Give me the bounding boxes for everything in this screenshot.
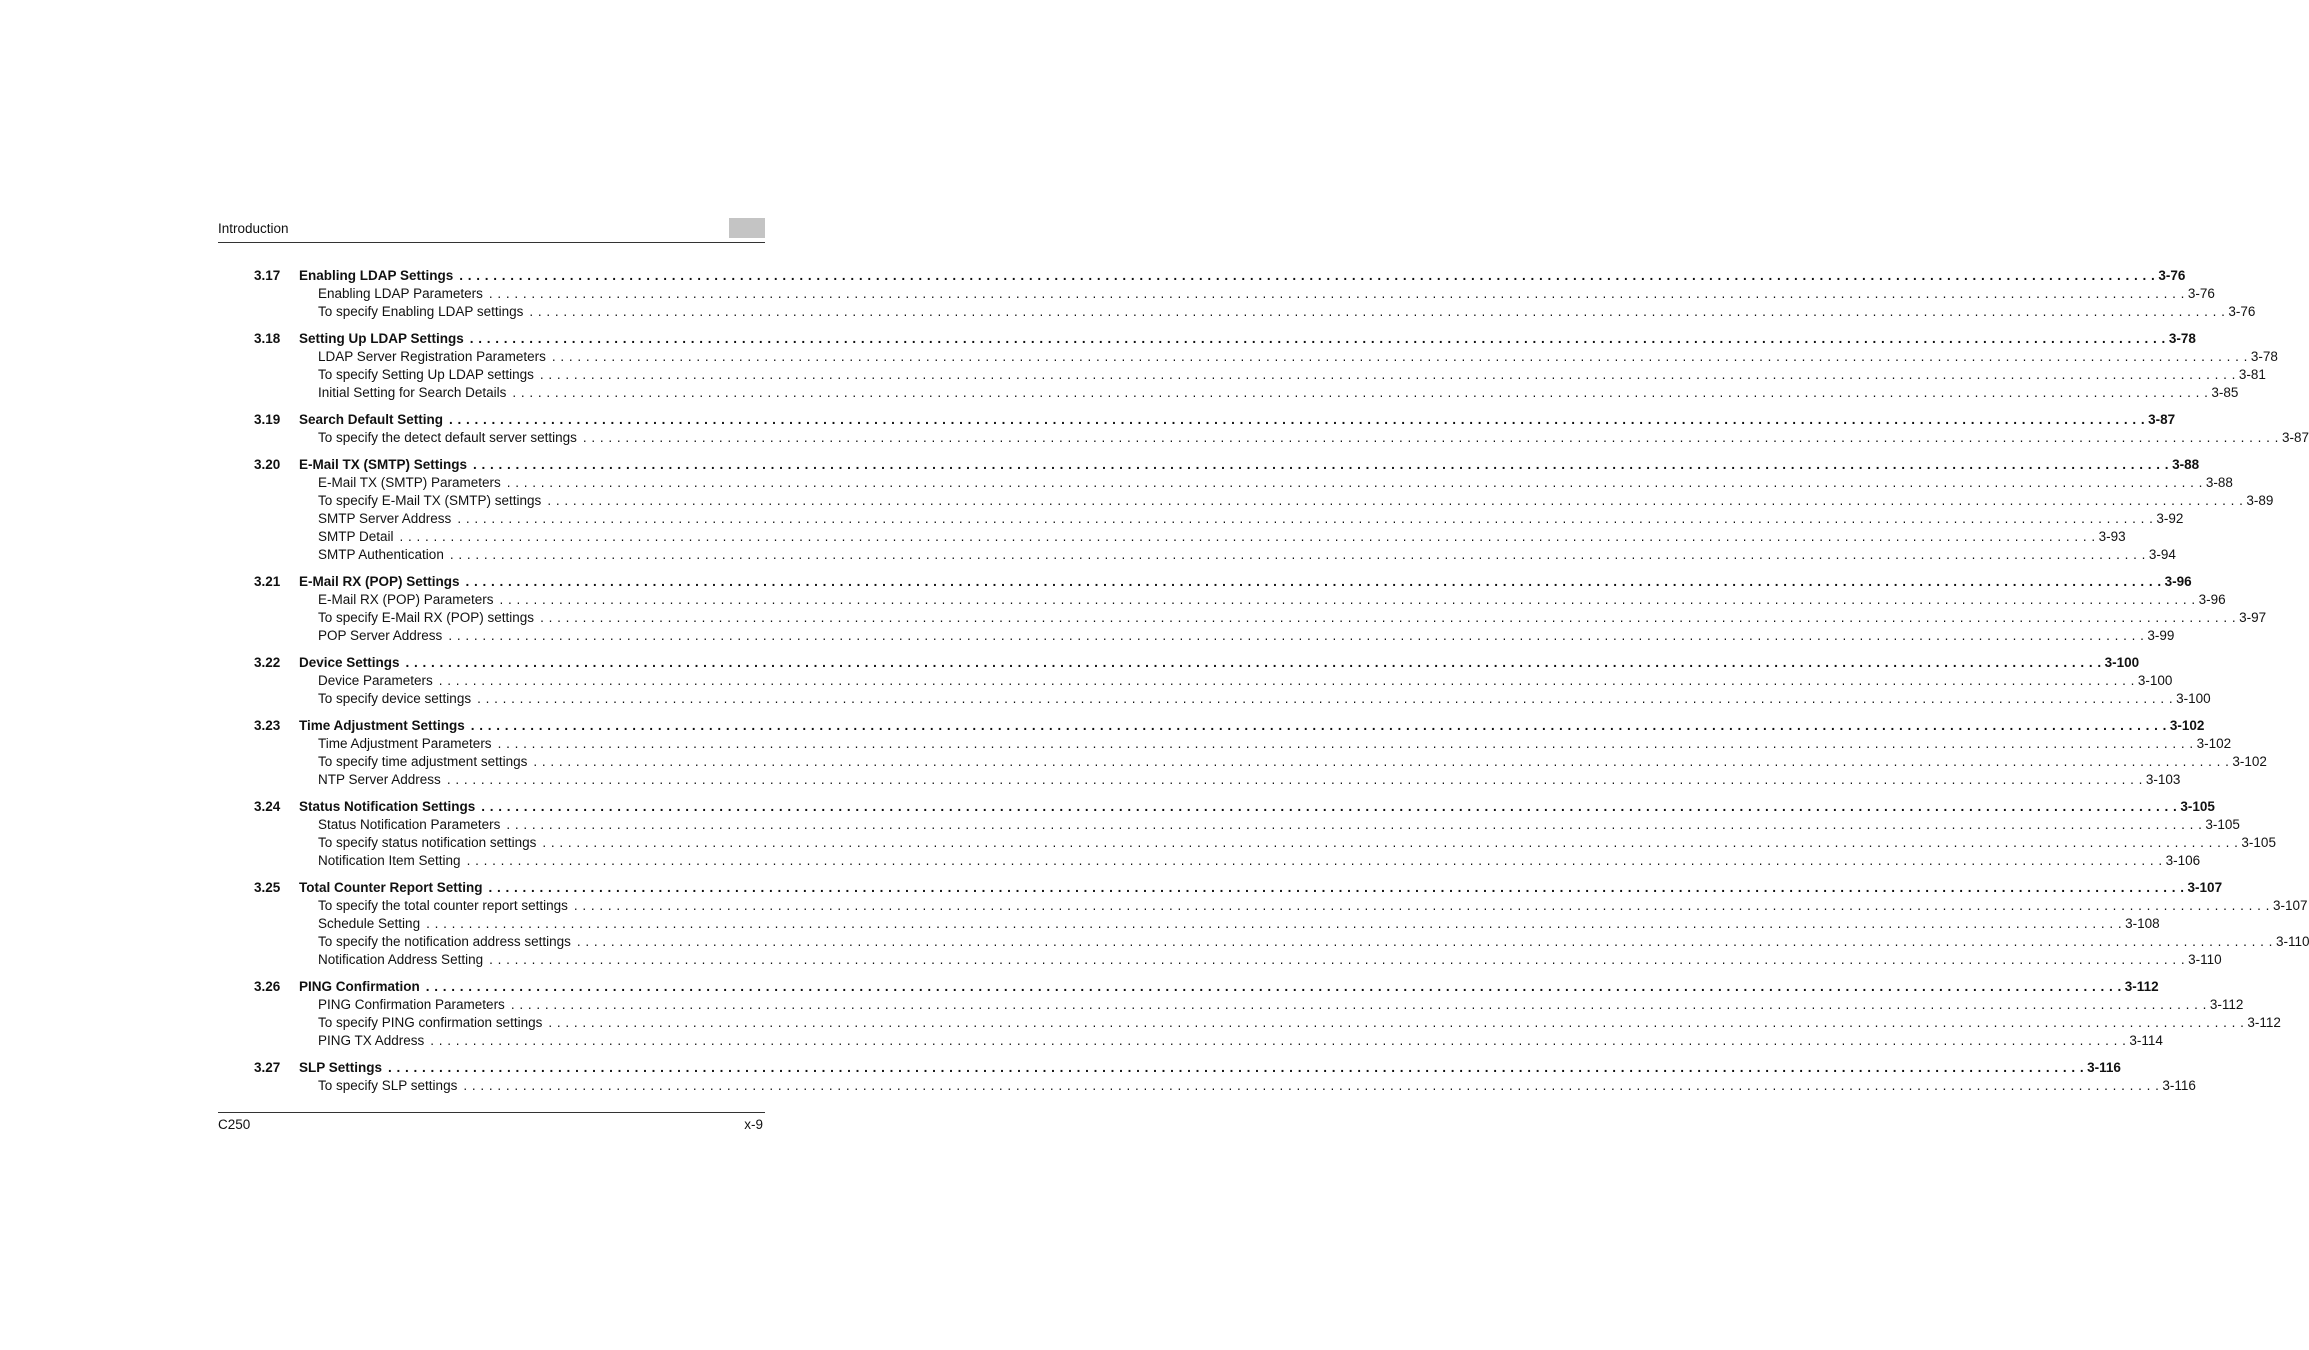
- section-page: 3-87: [2148, 412, 2176, 427]
- dot-leader: . . . . . . . . . . . . . . . . . . . . . . . . . . . . . . . . . . . . . . . . . . . . . . . . . . . . . . . . . . . . . . . . . . . . . . . . . . . . . . . . . . . . . . . . . . . . . . . . . . . . . . . . . . . . . . . . . . . . . . . . . . . . . . . . . . . . . . . . . . . . . . . . . . . . . . . . . . . . . . . . . . . . . . . . . . . . . . . . . . . . . . . . . . . . . . . . . . . . . . . .: [459, 268, 2156, 283]
- subentry-title: E-Mail RX (POP) Parameters: [318, 592, 494, 607]
- subentry-page: 3-110: [2275, 934, 2309, 949]
- section-title: Device Settings: [299, 655, 400, 670]
- dot-leader: . . . . . . . . . . . . . . . . . . . . . . . . . . . . . . . . . . . . . . . . . . . . . . . . . . . . . . . . . . . . . . . . . . . . . . . . . . . . . . . . . . . . . . . . . . . . . . . . . . . . . . . . . . . . . . . . . . . . . . . . . . . . . . . . . . . . . . . . . . . . . . . . . . . . . . . . . . . . . . . . . . . . . . . . . . . . . . . . . . . . . . . . . . . . . . . . . . . . . . . .: [425, 979, 2122, 994]
- dot-leader: . . . . . . . . . . . . . . . . . . . . . . . . . . . . . . . . . . . . . . . . . . . . . . . . . . . . . . . . . . . . . . . . . . . . . . . . . . . . . . . . . . . . . . . . . . . . . . . . . . . . . . . . . . . . . . . . . . . . . . . . . . . . . . . . . . . . . . . . . . . . . . . . . . . . . . . . . . . . . . . . . . . . . . . . . . . . . . . . . . . . . . . . . . . . . . . . . . . . . . . .: [388, 1060, 2085, 1075]
- subentry-title: To specify time adjustment settings: [318, 754, 528, 769]
- toc-subentry[interactable]: [254, 951, 2222, 969]
- dot-leader: . . . . . . . . . . . . . . . . . . . . . . . . . . . . . . . . . . . . . . . . . . . . . . . . . . . . . . . . . . . . . . . . . . . . . . . . . . . . . . . . . . . . . . . . . . . . . . . . . . . . . . . . . . . . . . . . . . . . . . . . . . . . . . . . . . . . . . . . . . . . . . . . . . . . . . . . . . . . . . . . . . . . . . . . . . . . . . . . . . . . . . . . . . . . . . . . . . . . . . . .: [540, 610, 2237, 625]
- subentry-title: POP Server Address: [318, 628, 443, 643]
- dot-leader: . . . . . . . . . . . . . . . . . . . . . . . . . . . . . . . . . . . . . . . . . . . . . . . . . . . . . . . . . . . . . . . . . . . . . . . . . . . . . . . . . . . . . . . . . . . . . . . . . . . . . . . . . . . . . . . . . . . . . . . . . . . . . . . . . . . . . . . . . . . . . . . . . . . . . . . . . . . . . . . . . . . . . . . . . . . . . . . . . . . . . . . . . . . . . . . . . . . . . . . .: [457, 511, 2154, 526]
- section-page: 3-76: [2158, 268, 2186, 283]
- subentry-page: 3-116: [2162, 1078, 2196, 1093]
- subentry-title: To specify SLP settings: [318, 1078, 458, 1093]
- dot-leader: . . . . . . . . . . . . . . . . . . . . . . . . . . . . . . . . . . . . . . . . . . . . . . . . . . . . . . . . . . . . . . . . . . . . . . . . . . . . . . . . . . . . . . . . . . . . . . . . . . . . . . . . . . . . . . . . . . . . . . . . . . . . . . . . . . . . . . . . . . . . . . . . . . . . . . . . . . . . . . . . . . . . . . . . . . . . . . . . . . . . . . . . . . . . . . . . . . . . . . . .: [477, 691, 2174, 706]
- section-number: 3.22: [254, 655, 281, 670]
- toc-subentry[interactable]: [254, 591, 2226, 609]
- toc-subentry[interactable]: [254, 933, 2309, 951]
- dot-leader: . . . . . . . . . . . . . . . . . . . . . . . . . . . . . . . . . . . . . . . . . . . . . . . . . . . . . . . . . . . . . . . . . . . . . . . . . . . . . . . . . . . . . . . . . . . . . . . . . . . . . . . . . . . . . . . . . . . . . . . . . . . . . . . . . . . . . . . . . . . . . . . . . . . . . . . . . . . . . . . . . . . . . . . . . . . . . . . . . . . . . . . . . . . . . . . . . . . . . . . .: [548, 1015, 2245, 1030]
- toc-subentry[interactable]: [254, 897, 2308, 915]
- subentry-page: 3-112: [2209, 997, 2244, 1012]
- section-title: PING Confirmation: [299, 979, 420, 994]
- toc-subentry[interactable]: [254, 735, 2232, 753]
- page-header: [218, 218, 765, 243]
- toc-subentry[interactable]: [254, 771, 2181, 789]
- subentry-title: To specify E-Mail RX (POP) settings: [318, 610, 535, 625]
- toc-section-entry[interactable]: [254, 266, 2186, 285]
- toc-section-entry[interactable]: [254, 653, 2140, 672]
- dot-leader: . . . . . . . . . . . . . . . . . . . . . . . . . . . . . . . . . . . . . . . . . . . . . . . . . . . . . . . . . . . . . . . . . . . . . . . . . . . . . . . . . . . . . . . . . . . . . . . . . . . . . . . . . . . . . . . . . . . . . . . . . . . . . . . . . . . . . . . . . . . . . . . . . . . . . . . . . . . . . . . . . . . . . . . . . . . . . . . . . . . . . . . . . . . . . . . . . . . . . . . .: [576, 934, 2273, 949]
- section-page: 3-88: [2172, 457, 2200, 472]
- subentry-page: 3-105: [2205, 817, 2240, 832]
- section-number: 3.21: [254, 574, 281, 589]
- section-title: E-Mail TX (SMTP) Settings: [299, 457, 468, 472]
- section-number: 3.19: [254, 412, 281, 427]
- toc-subentry[interactable]: [254, 627, 2175, 645]
- subentry-title: Time Adjustment Parameters: [318, 736, 492, 751]
- subentry-title: SMTP Authentication: [318, 547, 444, 562]
- toc-subentry[interactable]: [254, 528, 2126, 546]
- dot-leader: . . . . . . . . . . . . . . . . . . . . . . . . . . . . . . . . . . . . . . . . . . . . . . . . . . . . . . . . . . . . . . . . . . . . . . . . . . . . . . . . . . . . . . . . . . . . . . . . . . . . . . . . . . . . . . . . . . . . . . . . . . . . . . . . . . . . . . . . . . . . . . . . . . . . . . . . . . . . . . . . . . . . . . . . . . . . . . . . . . . . . . . . . . . . . . . . . . . . . . . .: [488, 880, 2185, 895]
- toc-subentry[interactable]: [254, 429, 2309, 447]
- subentry-page: 3-93: [2098, 529, 2126, 544]
- toc-section-entry[interactable]: [254, 455, 2200, 474]
- dot-leader: . . . . . . . . . . . . . . . . . . . . . . . . . . . . . . . . . . . . . . . . . . . . . . . . . . . . . . . . . . . . . . . . . . . . . . . . . . . . . . . . . . . . . . . . . . . . . . . . . . . . . . . . . . . . . . . . . . . . . . . . . . . . . . . . . . . . . . . . . . . . . . . . . . . . . . . . . . . . . . . . . . . . . . . . . . . . . . . . . . . . . . . . . . . . . . . . . . . . . . . .: [405, 655, 2102, 670]
- dot-leader: . . . . . . . . . . . . . . . . . . . . . . . . . . . . . . . . . . . . . . . . . . . . . . . . . . . . . . . . . . . . . . . . . . . . . . . . . . . . . . . . . . . . . . . . . . . . . . . . . . . . . . . . . . . . . . . . . . . . . . . . . . . . . . . . . . . . . . . . . . . . . . . . . . . . . . . . . . . . . . . . . . . . . . . . . . . . . . . . . . . . . . . . . . . . . . . . . . . . . . . .: [481, 799, 2178, 814]
- subentry-title: Enabling LDAP Parameters: [318, 286, 483, 301]
- subentry-title: To specify status notification settings: [318, 835, 537, 850]
- footer-model: C250: [218, 1117, 251, 1132]
- subentry-page: 3-81: [2238, 367, 2266, 382]
- subentry-page: 3-88: [2205, 475, 2233, 490]
- dot-leader: . . . . . . . . . . . . . . . . . . . . . . . . . . . . . . . . . . . . . . . . . . . . . . . . . . . . . . . . . . . . . . . . . . . . . . . . . . . . . . . . . . . . . . . . . . . . . . . . . . . . . . . . . . . . . . . . . . . . . . . . . . . . . . . . . . . . . . . . . . . . . . . . . . . . . . . . . . . . . . . . . . . . . . . . . . . . . . . . . . . . . . . . . . . . . . . . . . . . . . . .: [499, 592, 2196, 607]
- section-page: 3-100: [2104, 655, 2140, 670]
- section-number: 3.23: [254, 718, 281, 733]
- section-page: 3-105: [2180, 799, 2215, 814]
- toc-section: [254, 716, 2267, 789]
- header-tab-marker: [729, 218, 765, 238]
- dot-leader: . . . . . . . . . . . . . . . . . . . . . . . . . . . . . . . . . . . . . . . . . . . . . . . . . . . . . . . . . . . . . . . . . . . . . . . . . . . . . . . . . . . . . . . . . . . . . . . . . . . . . . . . . . . . . . . . . . . . . . . . . . . . . . . . . . . . . . . . . . . . . . . . . . . . . . . . . . . . . . . . . . . . . . . . . . . . . . . . . . . . . . . . . . . . . . . . . . . . . . . .: [463, 1078, 2160, 1093]
- footer-page-number: x-9: [744, 1117, 763, 1132]
- dot-leader: . . . . . . . . . . . . . . . . . . . . . . . . . . . . . . . . . . . . . . . . . . . . . . . . . . . . . . . . . . . . . . . . . . . . . . . . . . . . . . . . . . . . . . . . . . . . . . . . . . . . . . . . . . . . . . . . . . . . . . . . . . . . . . . . . . . . . . . . . . . . . . . . . . . . . . . . . . . . . . . . . . . . . . . . . . . . . . . . . . . . . . . . . . . . . . . . . . . . . . . .: [539, 367, 2236, 382]
- toc-subentry[interactable]: [254, 753, 2267, 771]
- toc-subentry[interactable]: [254, 348, 2278, 366]
- section-page: 3-102: [2169, 718, 2205, 733]
- dot-leader: . . . . . . . . . . . . . . . . . . . . . . . . . . . . . . . . . . . . . . . . . . . . . . . . . . . . . . . . . . . . . . . . . . . . . . . . . . . . . . . . . . . . . . . . . . . . . . . . . . . . . . . . . . . . . . . . . . . . . . . . . . . . . . . . . . . . . . . . . . . . . . . . . . . . . . . . . . . . . . . . . . . . . . . . . . . . . . . . . . . . . . . . . . . . . . . . . . . . . . . .: [533, 754, 2230, 769]
- toc-section: [254, 653, 2211, 708]
- subentry-page: 3-78: [2250, 349, 2278, 364]
- section-page: 3-116: [2087, 1060, 2121, 1075]
- toc-section: [254, 572, 2267, 645]
- dot-leader: . . . . . . . . . . . . . . . . . . . . . . . . . . . . . . . . . . . . . . . . . . . . . . . . . . . . . . . . . . . . . . . . . . . . . . . . . . . . . . . . . . . . . . . . . . . . . . . . . . . . . . . . . . . . . . . . . . . . . . . . . . . . . . . . . . . . . . . . . . . . . . . . . . . . . . . . . . . . . . . . . . . . . . . . . . . . . . . . . . . . . . . . . . . . . . . . . . . . . . . .: [542, 835, 2239, 850]
- section-number: 3.17: [254, 268, 281, 283]
- subentry-page: 3-100: [2137, 673, 2173, 688]
- subentry-page: 3-100: [2176, 691, 2211, 706]
- toc-subentry[interactable]: [254, 384, 2239, 402]
- toc-subentry[interactable]: [254, 474, 2233, 492]
- section-title: Setting Up LDAP Settings: [299, 331, 464, 346]
- section-number: 3.25: [254, 880, 281, 895]
- dot-leader: . . . . . . . . . . . . . . . . . . . . . . . . . . . . . . . . . . . . . . . . . . . . . . . . . . . . . . . . . . . . . . . . . . . . . . . . . . . . . . . . . . . . . . . . . . . . . . . . . . . . . . . . . . . . . . . . . . . . . . . . . . . . . . . . . . . . . . . . . . . . . . . . . . . . . . . . . . . . . . . . . . . . . . . . . . . . . . . . . . . . . . . . . . . . . . . . . . . . . . . .: [449, 412, 2146, 427]
- subentry-title: To specify the total counter report settings: [318, 898, 568, 913]
- section-number: 3.26: [254, 979, 281, 994]
- dot-leader: . . . . . . . . . . . . . . . . . . . . . . . . . . . . . . . . . . . . . . . . . . . . . . . . . . . . . . . . . . . . . . . . . . . . . . . . . . . . . . . . . . . . . . . . . . . . . . . . . . . . . . . . . . . . . . . . . . . . . . . . . . . . . . . . . . . . . . . . . . . . . . . . . . . . . . . . . . . . . . . . . . . . . . . . . . . . . . . . . . . . . . . . . . . . . . . . . . . . . . . .: [510, 997, 2207, 1012]
- dot-leader: . . . . . . . . . . . . . . . . . . . . . . . . . . . . . . . . . . . . . . . . . . . . . . . . . . . . . . . . . . . . . . . . . . . . . . . . . . . . . . . . . . . . . . . . . . . . . . . . . . . . . . . . . . . . . . . . . . . . . . . . . . . . . . . . . . . . . . . . . . . . . . . . . . . . . . . . . . . . . . . . . . . . . . . . . . . . . . . . . . . . . . . . . . . . . . . . . . . . . . . .: [497, 736, 2194, 751]
- toc-subentry[interactable]: [254, 366, 2266, 384]
- toc-section: [254, 797, 2276, 870]
- toc-section-entry[interactable]: [254, 977, 2159, 996]
- dot-leader: . . . . . . . . . . . . . . . . . . . . . . . . . . . . . . . . . . . . . . . . . . . . . . . . . . . . . . . . . . . . . . . . . . . . . . . . . . . . . . . . . . . . . . . . . . . . . . . . . . . . . . . . . . . . . . . . . . . . . . . . . . . . . . . . . . . . . . . . . . . . . . . . . . . . . . . . . . . . . . . . . . . . . . . . . . . . . . . . . . . . . . . . . . . . . . . . . . . . . . . .: [551, 349, 2248, 364]
- subentry-page: 3-105: [2241, 835, 2276, 850]
- subentry-page: 3-76: [2228, 304, 2256, 319]
- subentry-title: LDAP Server Registration Parameters: [318, 349, 546, 364]
- section-title: Search Default Setting: [299, 412, 444, 427]
- subentry-page: 3-89: [2246, 493, 2274, 508]
- dot-leader: . . . . . . . . . . . . . . . . . . . . . . . . . . . . . . . . . . . . . . . . . . . . . . . . . . . . . . . . . . . . . . . . . . . . . . . . . . . . . . . . . . . . . . . . . . . . . . . . . . . . . . . . . . . . . . . . . . . . . . . . . . . . . . . . . . . . . . . . . . . . . . . . . . . . . . . . . . . . . . . . . . . . . . . . . . . . . . . . . . . . . . . . . . . . . . . . . . . . . . . .: [399, 529, 2096, 544]
- dot-leader: . . . . . . . . . . . . . . . . . . . . . . . . . . . . . . . . . . . . . . . . . . . . . . . . . . . . . . . . . . . . . . . . . . . . . . . . . . . . . . . . . . . . . . . . . . . . . . . . . . . . . . . . . . . . . . . . . . . . . . . . . . . . . . . . . . . . . . . . . . . . . . . . . . . . . . . . . . . . . . . . . . . . . . . . . . . . . . . . . . . . . . . . . . . . . . . . . . . . . . . .: [446, 772, 2143, 787]
- section-title: Status Notification Settings: [299, 799, 476, 814]
- section-title: Total Counter Report Setting: [299, 880, 483, 895]
- toc-subentry[interactable]: [254, 1014, 2281, 1032]
- toc-section-entry[interactable]: [254, 797, 2215, 816]
- dot-leader: . . . . . . . . . . . . . . . . . . . . . . . . . . . . . . . . . . . . . . . . . . . . . . . . . . . . . . . . . . . . . . . . . . . . . . . . . . . . . . . . . . . . . . . . . . . . . . . . . . . . . . . . . . . . . . . . . . . . . . . . . . . . . . . . . . . . . . . . . . . . . . . . . . . . . . . . . . . . . . . . . . . . . . . . . . . . . . . . . . . . . . . . . . . . . . . . . . . . . . . .: [506, 475, 2203, 490]
- toc-subentry[interactable]: [254, 1077, 2196, 1095]
- toc-section: [254, 977, 2281, 1050]
- dot-leader: . . . . . . . . . . . . . . . . . . . . . . . . . . . . . . . . . . . . . . . . . . . . . . . . . . . . . . . . . . . . . . . . . . . . . . . . . . . . . . . . . . . . . . . . . . . . . . . . . . . . . . . . . . . . . . . . . . . . . . . . . . . . . . . . . . . . . . . . . . . . . . . . . . . . . . . . . . . . . . . . . . . . . . . . . . . . . . . . . . . . . . . . . . . . . . . . . . . . . . . .: [448, 628, 2145, 643]
- subentry-page: 3-112: [2247, 1015, 2281, 1030]
- subentry-title: NTP Server Address: [318, 772, 441, 787]
- toc-subentry[interactable]: [254, 609, 2267, 627]
- dot-leader: . . . . . . . . . . . . . . . . . . . . . . . . . . . . . . . . . . . . . . . . . . . . . . . . . . . . . . . . . . . . . . . . . . . . . . . . . . . . . . . . . . . . . . . . . . . . . . . . . . . . . . . . . . . . . . . . . . . . . . . . . . . . . . . . . . . . . . . . . . . . . . . . . . . . . . . . . . . . . . . . . . . . . . . . . . . . . . . . . . . . . . . . . . . . . . . . . . . . . . . .: [449, 547, 2146, 562]
- header-title: Introduction: [218, 221, 289, 236]
- subentry-page: 3-114: [2129, 1033, 2163, 1048]
- dot-leader: . . . . . . . . . . . . . . . . . . . . . . . . . . . . . . . . . . . . . . . . . . . . . . . . . . . . . . . . . . . . . . . . . . . . . . . . . . . . . . . . . . . . . . . . . . . . . . . . . . . . . . . . . . . . . . . . . . . . . . . . . . . . . . . . . . . . . . . . . . . . . . . . . . . . . . . . . . . . . . . . . . . . . . . . . . . . . . . . . . . . . . . . . . . . . . . . . . . . . . . .: [469, 331, 2166, 346]
- subentry-title: Status Notification Parameters: [318, 817, 501, 832]
- section-number: 3.27: [254, 1060, 281, 1075]
- subentry-page: 3-99: [2147, 628, 2175, 643]
- dot-leader: . . . . . . . . . . . . . . . . . . . . . . . . . . . . . . . . . . . . . . . . . . . . . . . . . . . . . . . . . . . . . . . . . . . . . . . . . . . . . . . . . . . . . . . . . . . . . . . . . . . . . . . . . . . . . . . . . . . . . . . . . . . . . . . . . . . . . . . . . . . . . . . . . . . . . . . . . . . . . . . . . . . . . . . . . . . . . . . . . . . . . . . . . . . . . . . . . . . . . . . .: [529, 304, 2226, 319]
- dot-leader: . . . . . . . . . . . . . . . . . . . . . . . . . . . . . . . . . . . . . . . . . . . . . . . . . . . . . . . . . . . . . . . . . . . . . . . . . . . . . . . . . . . . . . . . . . . . . . . . . . . . . . . . . . . . . . . . . . . . . . . . . . . . . . . . . . . . . . . . . . . . . . . . . . . . . . . . . . . . . . . . . . . . . . . . . . . . . . . . . . . . . . . . . . . . . . . . . . . . . . . .: [430, 1033, 2127, 1048]
- toc-section-entry[interactable]: [254, 410, 2176, 429]
- section-page: 3-112: [2124, 979, 2159, 994]
- subentry-title: To specify Setting Up LDAP settings: [318, 367, 534, 382]
- dot-leader: . . . . . . . . . . . . . . . . . . . . . . . . . . . . . . . . . . . . . . . . . . . . . . . . . . . . . . . . . . . . . . . . . . . . . . . . . . . . . . . . . . . . . . . . . . . . . . . . . . . . . . . . . . . . . . . . . . . . . . . . . . . . . . . . . . . . . . . . . . . . . . . . . . . . . . . . . . . . . . . . . . . . . . . . . . . . . . . . . . . . . . . . . . . . . . . . . . . . . . . .: [426, 916, 2123, 931]
- toc-subentry[interactable]: [254, 816, 2240, 834]
- section-number: 3.20: [254, 457, 281, 472]
- subentry-page: 3-94: [2148, 547, 2176, 562]
- section-page: 3-78: [2168, 331, 2196, 346]
- section-page: 3-96: [2164, 574, 2192, 589]
- subentry-page: 3-103: [2145, 772, 2181, 787]
- section-page: 3-107: [2187, 880, 2223, 895]
- subentry-title: SMTP Detail: [318, 529, 394, 544]
- toc-subentry[interactable]: [254, 1032, 2163, 1050]
- dot-leader: . . . . . . . . . . . . . . . . . . . . . . . . . . . . . . . . . . . . . . . . . . . . . . . . . . . . . . . . . . . . . . . . . . . . . . . . . . . . . . . . . . . . . . . . . . . . . . . . . . . . . . . . . . . . . . . . . . . . . . . . . . . . . . . . . . . . . . . . . . . . . . . . . . . . . . . . . . . . . . . . . . . . . . . . . . . . . . . . . . . . . . . . . . . . . . . . . . . . . . . .: [470, 718, 2167, 733]
- subentry-page: 3-110: [2188, 952, 2222, 967]
- dot-leader: . . . . . . . . . . . . . . . . . . . . . . . . . . . . . . . . . . . . . . . . . . . . . . . . . . . . . . . . . . . . . . . . . . . . . . . . . . . . . . . . . . . . . . . . . . . . . . . . . . . . . . . . . . . . . . . . . . . . . . . . . . . . . . . . . . . . . . . . . . . . . . . . . . . . . . . . . . . . . . . . . . . . . . . . . . . . . . . . . . . . . . . . . . . . . . . . . . . . . . . .: [466, 853, 2163, 868]
- page-footer: [218, 1112, 765, 1132]
- toc-section-entry[interactable]: [254, 878, 2223, 897]
- toc-subentry[interactable]: [254, 546, 2176, 564]
- subentry-title: SMTP Server Address: [318, 511, 452, 526]
- toc-subentry[interactable]: [254, 492, 2274, 510]
- toc-subentry[interactable]: [254, 285, 2215, 303]
- subentry-page: 3-97: [2239, 610, 2267, 625]
- subentry-title: To specify device settings: [318, 691, 472, 706]
- toc-subentry[interactable]: [254, 672, 2173, 690]
- subentry-page: 3-96: [2198, 592, 2226, 607]
- dot-leader: . . . . . . . . . . . . . . . . . . . . . . . . . . . . . . . . . . . . . . . . . . . . . . . . . . . . . . . . . . . . . . . . . . . . . . . . . . . . . . . . . . . . . . . . . . . . . . . . . . . . . . . . . . . . . . . . . . . . . . . . . . . . . . . . . . . . . . . . . . . . . . . . . . . . . . . . . . . . . . . . . . . . . . . . . . . . . . . . . . . . . . . . . . . . . . . . . . . . . . . .: [512, 385, 2209, 400]
- subentry-page: 3-108: [2125, 916, 2160, 931]
- subentry-title: Device Parameters: [318, 673, 433, 688]
- subentry-page: 3-102: [2232, 754, 2267, 769]
- subentry-page: 3-107: [2272, 898, 2308, 913]
- toc-subentry[interactable]: [254, 915, 2160, 933]
- section-title: SLP Settings: [299, 1060, 383, 1075]
- toc-section-entry[interactable]: [254, 329, 2196, 348]
- subentry-title: PING TX Address: [318, 1033, 425, 1048]
- section-title: E-Mail RX (POP) Settings: [299, 574, 460, 589]
- toc-section-entry[interactable]: [254, 572, 2192, 591]
- dot-leader: . . . . . . . . . . . . . . . . . . . . . . . . . . . . . . . . . . . . . . . . . . . . . . . . . . . . . . . . . . . . . . . . . . . . . . . . . . . . . . . . . . . . . . . . . . . . . . . . . . . . . . . . . . . . . . . . . . . . . . . . . . . . . . . . . . . . . . . . . . . . . . . . . . . . . . . . . . . . . . . . . . . . . . . . . . . . . . . . . . . . . . . . . . . . . . . . . . . . . . . .: [488, 286, 2185, 301]
- section-number: 3.18: [254, 331, 281, 346]
- table-of-contents: [254, 266, 2309, 1103]
- subentry-title: PING Confirmation Parameters: [318, 997, 505, 1012]
- dot-leader: . . . . . . . . . . . . . . . . . . . . . . . . . . . . . . . . . . . . . . . . . . . . . . . . . . . . . . . . . . . . . . . . . . . . . . . . . . . . . . . . . . . . . . . . . . . . . . . . . . . . . . . . . . . . . . . . . . . . . . . . . . . . . . . . . . . . . . . . . . . . . . . . . . . . . . . . . . . . . . . . . . . . . . . . . . . . . . . . . . . . . . . . . . . . . . . . . . . . . . . .: [506, 817, 2203, 832]
- dot-leader: . . . . . . . . . . . . . . . . . . . . . . . . . . . . . . . . . . . . . . . . . . . . . . . . . . . . . . . . . . . . . . . . . . . . . . . . . . . . . . . . . . . . . . . . . . . . . . . . . . . . . . . . . . . . . . . . . . . . . . . . . . . . . . . . . . . . . . . . . . . . . . . . . . . . . . . . . . . . . . . . . . . . . . . . . . . . . . . . . . . . . . . . . . . . . . . . . . . . . . . .: [573, 898, 2270, 913]
- subentry-title: To specify the detect default server settings: [318, 430, 577, 445]
- subentry-page: 3-85: [2211, 385, 2239, 400]
- subentry-title: To specify E-Mail TX (SMTP) settings: [318, 493, 542, 508]
- subentry-page: 3-92: [2156, 511, 2184, 526]
- subentry-page: 3-106: [2165, 853, 2201, 868]
- subentry-page: 3-102: [2196, 736, 2232, 751]
- toc-subentry[interactable]: [254, 852, 2201, 870]
- toc-section-entry[interactable]: [254, 1058, 2121, 1077]
- toc-subentry[interactable]: [254, 510, 2184, 528]
- subentry-title: Notification Address Setting: [318, 952, 484, 967]
- toc-section: [254, 266, 2256, 321]
- subentry-title: Schedule Setting: [318, 916, 421, 931]
- toc-subentry[interactable]: [254, 996, 2244, 1014]
- toc-subentry[interactable]: [254, 303, 2256, 321]
- subentry-page: 3-76: [2187, 286, 2215, 301]
- subentry-title: Initial Setting for Search Details: [318, 385, 507, 400]
- section-title: Enabling LDAP Settings: [299, 268, 454, 283]
- dot-leader: . . . . . . . . . . . . . . . . . . . . . . . . . . . . . . . . . . . . . . . . . . . . . . . . . . . . . . . . . . . . . . . . . . . . . . . . . . . . . . . . . . . . . . . . . . . . . . . . . . . . . . . . . . . . . . . . . . . . . . . . . . . . . . . . . . . . . . . . . . . . . . . . . . . . . . . . . . . . . . . . . . . . . . . . . . . . . . . . . . . . . . . . . . . . . . . . . . . . . . . .: [547, 493, 2244, 508]
- subentry-title: Notification Item Setting: [318, 853, 461, 868]
- section-title: Time Adjustment Settings: [299, 718, 465, 733]
- section-number: 3.24: [254, 799, 281, 814]
- toc-section: [254, 878, 2309, 969]
- toc-section: [254, 455, 2274, 564]
- toc-section-entry[interactable]: [254, 716, 2205, 735]
- subentry-title: To specify the notification address settings: [318, 934, 571, 949]
- dot-leader: . . . . . . . . . . . . . . . . . . . . . . . . . . . . . . . . . . . . . . . . . . . . . . . . . . . . . . . . . . . . . . . . . . . . . . . . . . . . . . . . . . . . . . . . . . . . . . . . . . . . . . . . . . . . . . . . . . . . . . . . . . . . . . . . . . . . . . . . . . . . . . . . . . . . . . . . . . . . . . . . . . . . . . . . . . . . . . . . . . . . . . . . . . . . . . . . . . . . . . . .: [489, 952, 2186, 967]
- dot-leader: . . . . . . . . . . . . . . . . . . . . . . . . . . . . . . . . . . . . . . . . . . . . . . . . . . . . . . . . . . . . . . . . . . . . . . . . . . . . . . . . . . . . . . . . . . . . . . . . . . . . . . . . . . . . . . . . . . . . . . . . . . . . . . . . . . . . . . . . . . . . . . . . . . . . . . . . . . . . . . . . . . . . . . . . . . . . . . . . . . . . . . . . . . . . . . . . . . . . . . . .: [465, 574, 2162, 589]
- subentry-title: To specify Enabling LDAP settings: [318, 304, 524, 319]
- subentry-title: To specify PING confirmation settings: [318, 1015, 543, 1030]
- toc-subentry[interactable]: [254, 690, 2211, 708]
- toc-subentry[interactable]: [254, 834, 2276, 852]
- toc-section: [254, 329, 2278, 402]
- toc-section: [254, 410, 2309, 447]
- toc-section: [254, 1058, 2196, 1095]
- dot-leader: . . . . . . . . . . . . . . . . . . . . . . . . . . . . . . . . . . . . . . . . . . . . . . . . . . . . . . . . . . . . . . . . . . . . . . . . . . . . . . . . . . . . . . . . . . . . . . . . . . . . . . . . . . . . . . . . . . . . . . . . . . . . . . . . . . . . . . . . . . . . . . . . . . . . . . . . . . . . . . . . . . . . . . . . . . . . . . . . . . . . . . . . . . . . . . . . . . . . . . . .: [473, 457, 2170, 472]
- subentry-title: E-Mail TX (SMTP) Parameters: [318, 475, 501, 490]
- dot-leader: . . . . . . . . . . . . . . . . . . . . . . . . . . . . . . . . . . . . . . . . . . . . . . . . . . . . . . . . . . . . . . . . . . . . . . . . . . . . . . . . . . . . . . . . . . . . . . . . . . . . . . . . . . . . . . . . . . . . . . . . . . . . . . . . . . . . . . . . . . . . . . . . . . . . . . . . . . . . . . . . . . . . . . . . . . . . . . . . . . . . . . . . . . . . . . . . . . . . . . . .: [438, 673, 2135, 688]
- subentry-page: 3-87: [2281, 430, 2309, 445]
- dot-leader: . . . . . . . . . . . . . . . . . . . . . . . . . . . . . . . . . . . . . . . . . . . . . . . . . . . . . . . . . . . . . . . . . . . . . . . . . . . . . . . . . . . . . . . . . . . . . . . . . . . . . . . . . . . . . . . . . . . . . . . . . . . . . . . . . . . . . . . . . . . . . . . . . . . . . . . . . . . . . . . . . . . . . . . . . . . . . . . . . . . . . . . . . . . . . . . . . . . . . . . .: [582, 430, 2279, 445]
